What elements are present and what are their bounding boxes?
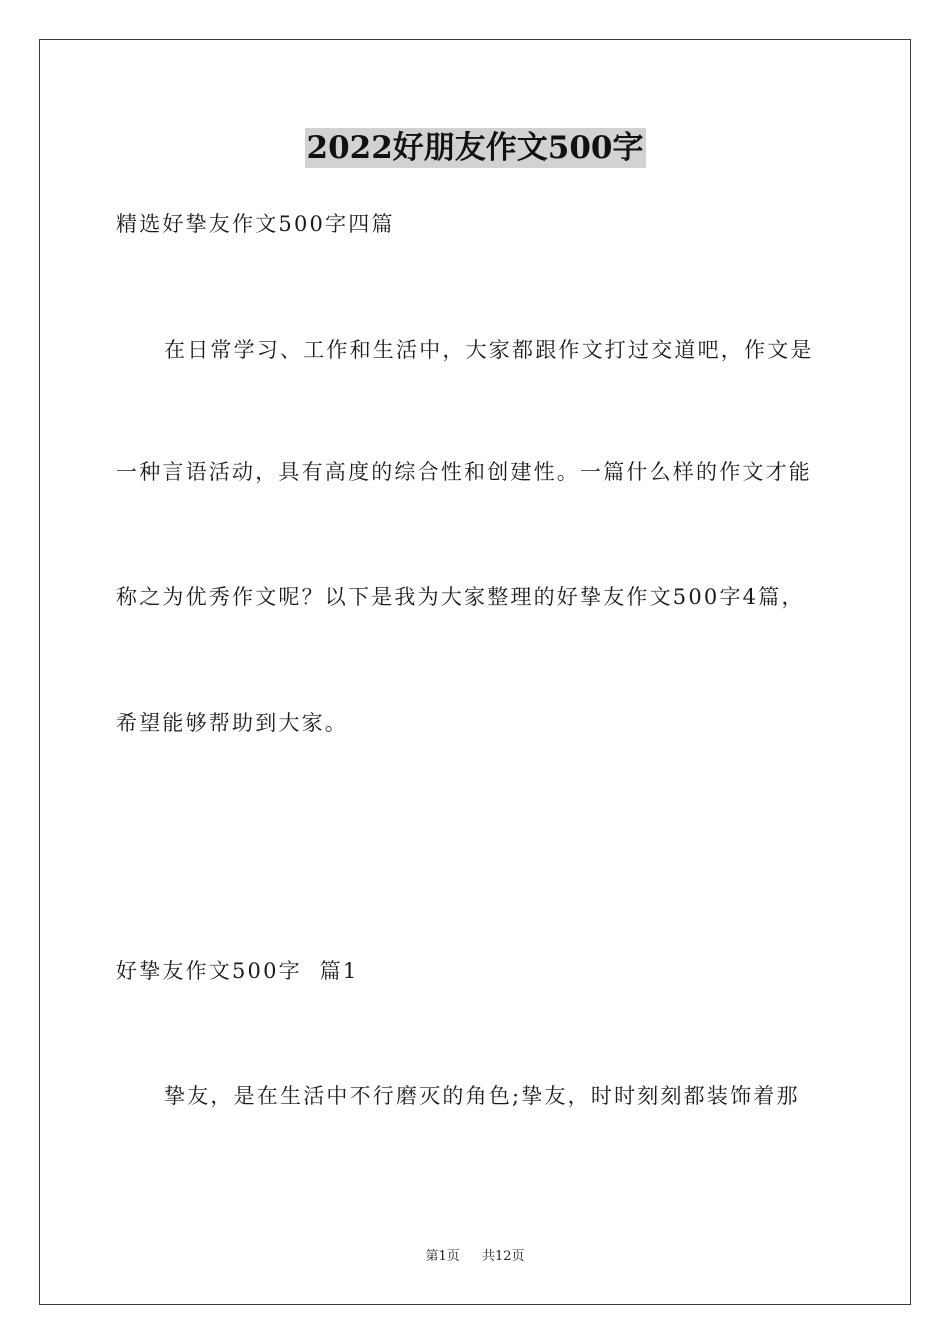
document-subtitle: 精选好挚友作文500字四篇 — [116, 212, 395, 236]
page-footer — [0, 1248, 950, 1266]
intro-line-3: 称之为优秀作文呢？以下是我为大家整理的好挚友作文500字4篇， — [116, 585, 805, 609]
intro-line-1: 在日常学习、工作和生活中，大家都跟作文打过交道吧，作文是 — [164, 338, 814, 362]
intro-line-2: 一种言语活动，具有高度的综合性和创建性。一篇什么样的作文才能 — [116, 460, 812, 484]
title-container — [0, 128, 950, 168]
intro-line-4: 希望能够帮助到大家。 — [116, 711, 348, 735]
page-number-current: 第1页 — [425, 1249, 460, 1264]
section-heading: 好挚友作文500字 篇1 — [116, 959, 359, 983]
document-title: 2022好朋友作文500字 — [306, 130, 644, 166]
body-line-1: 挚友，是在生活中不行磨灭的角色;挚友，时时刻刻都装饰着那 — [164, 1084, 800, 1108]
page-number-total: 共12页 — [481, 1249, 525, 1264]
